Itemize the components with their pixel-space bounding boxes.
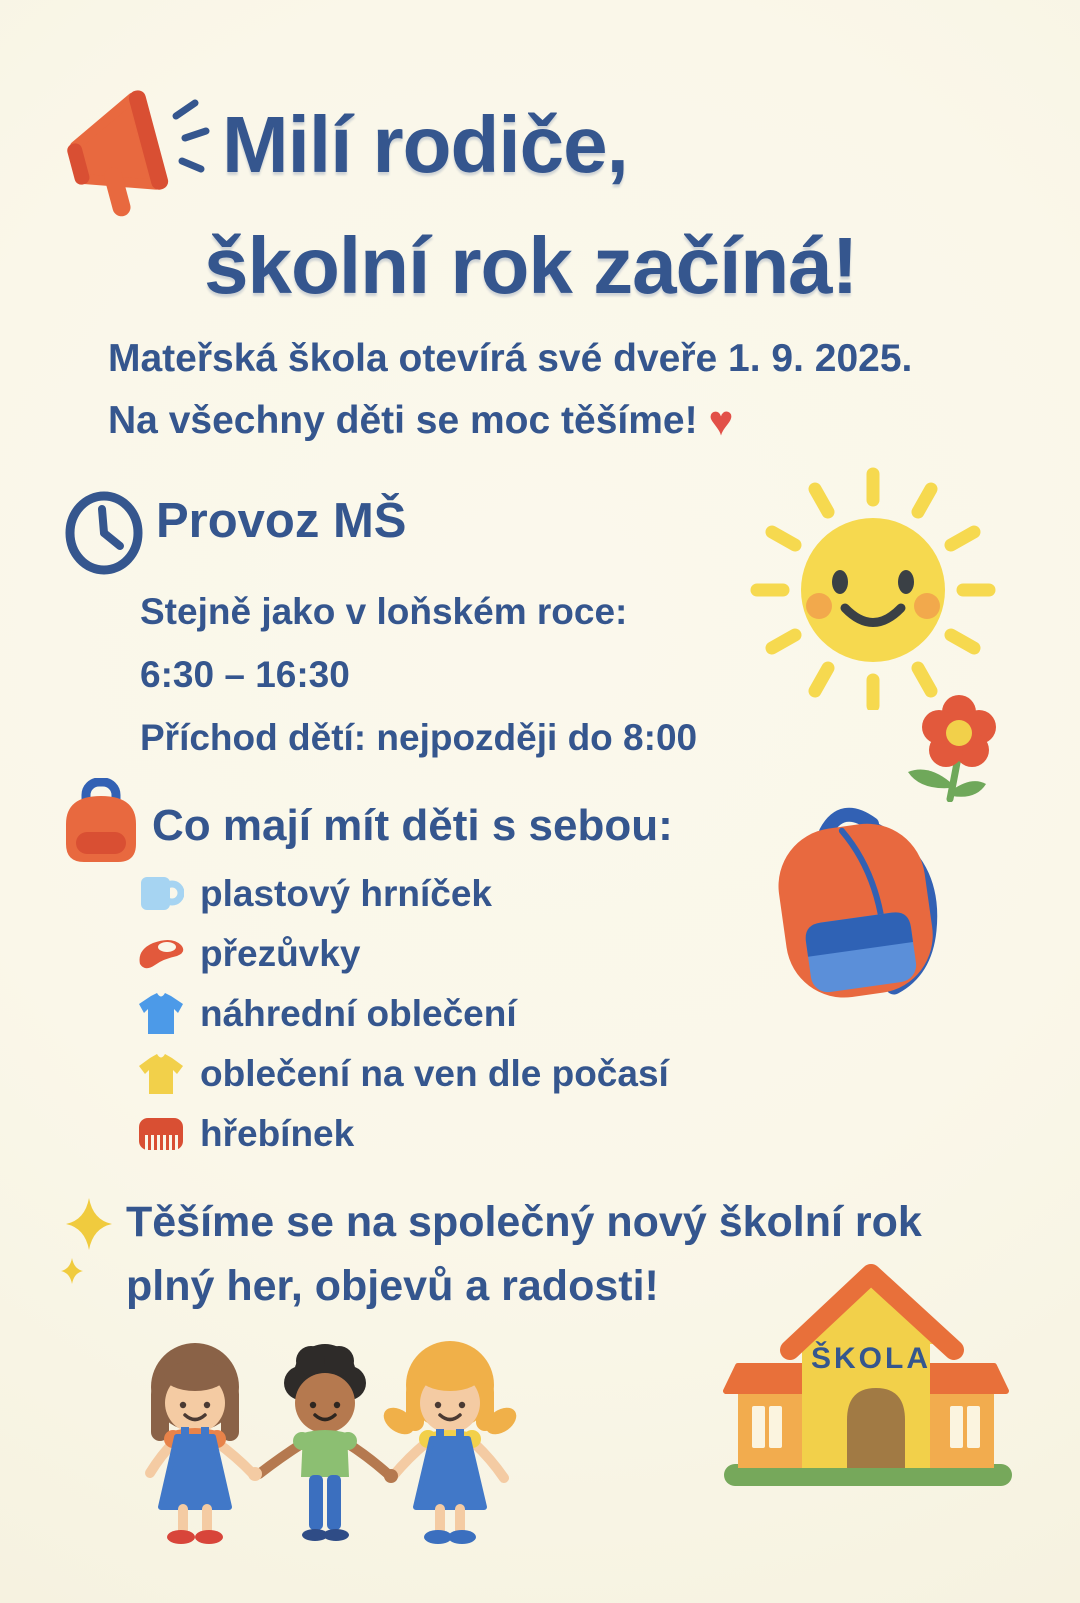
list-item <box>134 1104 669 1164</box>
closing-line2: plný her, objevů a radosti! <box>126 1262 659 1310</box>
sparkle-icon <box>60 1196 118 1292</box>
backpack-icon <box>60 778 142 866</box>
item-label: hřebínek <box>200 1113 355 1154</box>
hours-line-2: 6:30 – 16:30 <box>140 654 350 695</box>
list-item <box>134 984 669 1044</box>
hours-text <box>140 580 697 769</box>
heart-icon: ♥ <box>708 397 734 444</box>
clothes-icon <box>134 1048 188 1100</box>
subtitle-line2: Na všechny děti se moc těšíme! <box>108 399 698 442</box>
backpack-illustration <box>758 800 970 1015</box>
item-label: oblečení na ven dle počasí <box>200 1053 669 1094</box>
item-label: náhrední oblečení <box>200 993 517 1034</box>
items-list <box>134 864 669 1164</box>
slippers-icon <box>134 928 188 980</box>
school-sign-label: ŠKOLA <box>811 1342 931 1375</box>
cup-icon <box>134 868 188 920</box>
list-item <box>134 924 669 984</box>
tshirt-icon <box>134 988 188 1040</box>
hours-line-3: Příchod dětí: nejpozději do 8:00 <box>140 717 698 758</box>
item-label: plastový hrníček <box>200 873 493 914</box>
megaphone-icon <box>48 76 218 226</box>
closing-line1: Těšíme se na společný nový školní rok <box>126 1198 922 1246</box>
item-label: přezůvky <box>200 933 361 974</box>
clock-icon <box>62 488 146 578</box>
title-line2: školní rok začíná! <box>204 221 858 310</box>
subtitle-line1: Mateřská škola otevírá své dveře 1. 9. 2025. <box>108 337 913 380</box>
school-illustration <box>716 1260 1016 1488</box>
children-illustration <box>125 1325 520 1550</box>
items-heading: Co mají mít děti s sebou: <box>152 801 673 850</box>
title-line1: Milí rodiče, <box>222 100 628 189</box>
list-item <box>134 864 669 924</box>
list-item <box>134 1044 669 1104</box>
comb-icon <box>134 1108 188 1160</box>
poster-subtitle <box>108 328 912 452</box>
hours-heading: Provoz MŠ <box>156 494 407 548</box>
page-title <box>204 84 857 326</box>
flower-illustration <box>880 672 1000 802</box>
hours-line-1: Stejně jako v loňském roce: <box>140 591 628 632</box>
